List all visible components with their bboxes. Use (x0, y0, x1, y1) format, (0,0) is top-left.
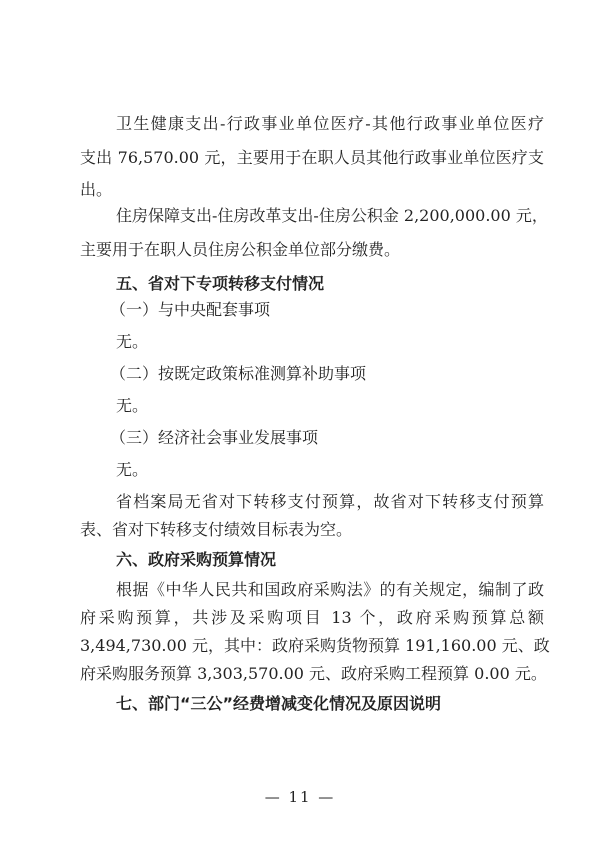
paragraph-line: 住房保障支出-住房改革支出-住房公积金 2,200,000.00 元， (116, 206, 548, 225)
subsection-heading: （二）按既定政策标准测算补助事项 (110, 364, 367, 383)
paragraph-line: 府采购服务预算 3,303,570.00 元、政府采购工程预算 0.00 元。 (80, 664, 547, 683)
paragraph-line: 支出 76,570.00 元，主要用于在职人员其他行政事业单位医疗支 (80, 148, 544, 167)
subsection-heading: （三）经济社会事业发展事项 (110, 428, 319, 447)
paragraph-line: 根据《中华人民共和国政府采购法》的有关规定，编制了政 (116, 580, 544, 599)
paragraph-line: 无。 (116, 396, 149, 415)
paragraph-line: 无。 (116, 460, 149, 479)
section-heading: 六、政府采购预算情况 (116, 550, 277, 569)
subsection-heading: （一）与中央配套事项 (110, 300, 271, 319)
paragraph-line: 3,494,730.00 元，其中：政府采购货物预算 191,160.00 元、政 (80, 636, 550, 655)
paragraph-line: 省档案局无省对下转移支付预算，故省对下转移支付预算 (116, 492, 544, 511)
paragraph-line: 表、省对下转移支付绩效目标表为空。 (80, 520, 353, 539)
section-heading: 五、省对下专项转移支付情况 (116, 274, 325, 293)
paragraph-line: 府采购预算，共涉及采购项目 13 个，政府采购预算总额 (80, 608, 544, 627)
paragraph-line: 出。 (80, 180, 113, 199)
page-number: — 11 — (264, 788, 336, 806)
paragraph-line: 主要用于在职人员住房公积金单位部分缴费。 (80, 240, 401, 259)
paragraph-line: 无。 (116, 332, 149, 351)
section-heading: 七、部门“三公”经费增减变化情况及原因说明 (116, 694, 442, 713)
paragraph-line: 卫生健康支出-行政事业单位医疗-其他行政事业单位医疗 (116, 114, 544, 133)
